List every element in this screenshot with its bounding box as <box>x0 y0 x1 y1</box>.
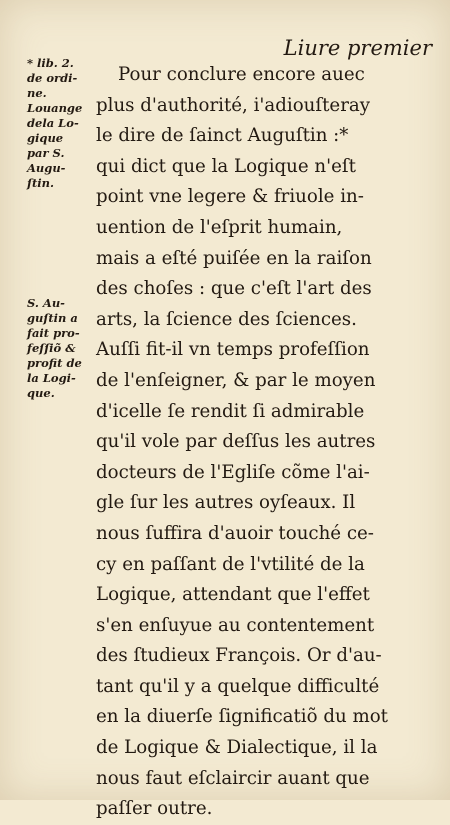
text-line: en la diuerſe ſignificatiõ du mot <box>96 706 388 728</box>
text-line: tant qu'il y a quelque difficulté <box>96 675 380 697</box>
text-line: nous ſuffira d'auoir touché ce- <box>96 522 374 544</box>
margin-note-line: que. <box>27 386 55 400</box>
text-line: de Logique & Dialectique, il la <box>96 737 378 759</box>
margin-note-line: ne. <box>27 86 47 100</box>
text-line: uention de l'eſprit humain, <box>96 216 343 238</box>
margin-note-line: Louange <box>27 101 83 115</box>
margin-note-citation <box>27 56 97 191</box>
text-line: docteurs de l'Egliſe cõme l'ai- <box>96 461 370 483</box>
margin-note-line: Augu- <box>27 161 66 175</box>
text-line: des choſes : que c'eſt l'art des <box>96 278 372 300</box>
body-paragraph <box>96 60 420 825</box>
margin-note-line: fait pro- <box>27 326 80 340</box>
text-line: qu'il vole par deſſus les autres <box>96 431 376 453</box>
text-line: s'en enſuyue au contentement <box>96 614 375 636</box>
text-line: gle ſur les autres oyſeaux. Il <box>96 492 356 514</box>
margin-note-augustin <box>27 296 97 401</box>
text-line: nous faut eſclaircir auant que <box>96 767 370 789</box>
margin-note-line: guſtin a <box>27 311 78 325</box>
text-line: qui dict que la Logique n'eſt <box>96 155 356 177</box>
text-line: plus d'authorité, i'adiouſteray <box>96 94 371 116</box>
text-line: mais a eſté puiſée en la raiſon <box>96 247 372 269</box>
text-line: Pour conclure encore auec <box>118 64 365 85</box>
text-line: des ſtudieux François. Or d'au- <box>96 645 382 667</box>
text-line: le dire de ſainct Auguſtin :* <box>96 125 349 147</box>
margin-note-line: profit de <box>27 356 82 370</box>
text-line: arts, la ſcience des ſciences. <box>96 308 357 330</box>
margin-note-line: dela Lo- <box>27 116 79 130</box>
text-line: paſſer outre. <box>96 798 213 820</box>
margin-note-line: ſtin. <box>27 176 54 190</box>
margin-note-line: de ordi- <box>27 71 78 85</box>
text-line: Logique, attendant que l'effet <box>96 584 370 606</box>
margin-note-line: la Logi- <box>27 371 76 385</box>
margin-note-line: S. Au- <box>27 296 65 310</box>
margin-note-line: feſſiõ & <box>27 341 76 355</box>
margin-note-line: * lib. 2. <box>27 56 74 70</box>
text-line: point vne legere & friuole in- <box>96 186 364 208</box>
margin-note-line: par S. <box>27 146 65 160</box>
text-line: de l'enſeigner, & par le moyen <box>96 369 376 391</box>
running-header: Liure premier <box>283 36 432 60</box>
text-line: d'icelle ſe rendit ſi admirable <box>96 400 365 422</box>
text-line: Auſſi fit-il vn temps profeſſion <box>96 339 370 361</box>
text-line: cy en paſſant de l'vtilité de la <box>96 553 365 575</box>
margin-note-line: gique <box>27 131 64 145</box>
